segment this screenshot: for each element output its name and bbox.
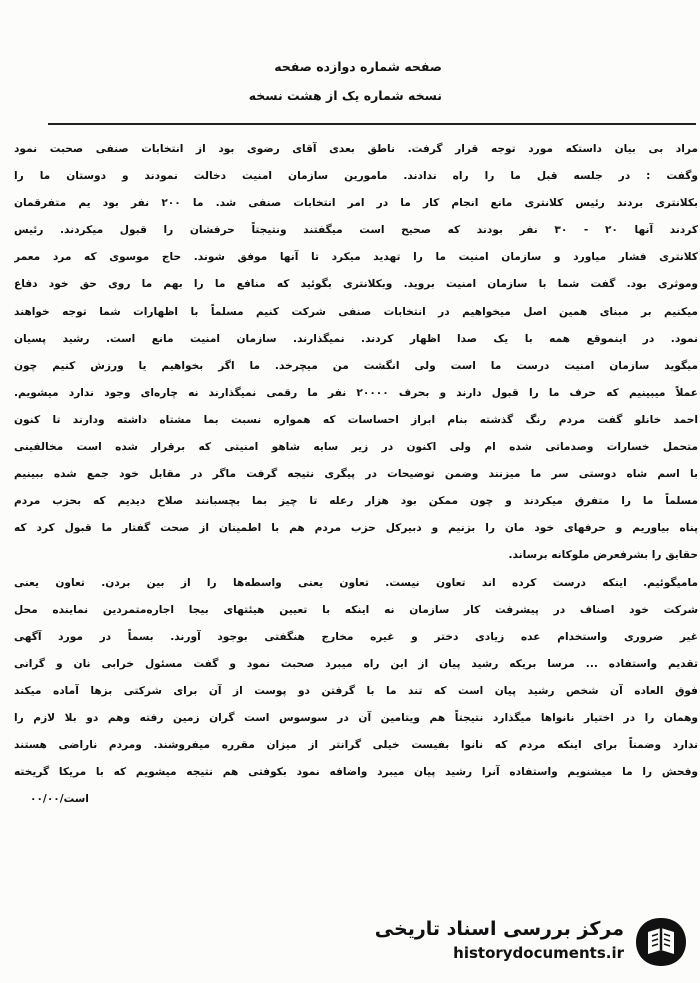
- body-line: بکلانتری بردند رئیس کلانتری مانع انجام کار ما در امر انتخابات صنفی شد. ما ۲۰۰ نفر بود یم متفرقمان: [14, 197, 698, 210]
- body-line: وهمان را در اختیار نانواها میگذارد نتیجتاً هم ویتامین آن در سوسوس است گران زمین رفته وهم دو بلا لازم را: [14, 711, 698, 724]
- body-line: مامیگوئیم. اینکه درست کرده اند تعاون نیست. تعاون یعنی واسطه‌ها را از بین بردن. تعاون یعنی: [14, 576, 698, 589]
- body-line: کردند آنها ۲۰ - ۳۰ نفر بودند که صحیح است میگفتند ونتیجتاً حرفشان را قبول میکردند. رئیس: [14, 224, 698, 237]
- body-line: متحمل خسارات وصدماتی شده ام ولی اکنون در زیر سایه شاهو امنیتی که برقرار شده است مخالفینی: [14, 441, 698, 454]
- body-line: میکنیم بر مبنای همین اصل میخواهیم در انتخابات صنفی شرکت کنیم مسلماً با اظهارات شما توجه خواهند: [14, 305, 698, 318]
- body-line: حقایق را بشرفعرض ملوکانه برساند.: [508, 549, 698, 562]
- body-line: میگوید سازمان امنیت درست ما است ولی انگشت من میچرخد. ما اگر بخواهیم یا ورزش کنیم چون: [14, 359, 698, 372]
- body-line: فوق العاده آن شخص رشید پیان است که تند ما با گرفتن دو پوست از آن برای شرکتی بزها آماده میکند: [14, 684, 698, 697]
- body-line: احمد خانلو گفت مردم رنگ گذشته بنام ابراز احساسات که همواره نسبت بما مشتاه داشته ودارند تا کنون: [14, 413, 698, 426]
- body-line: عملاً میبینیم که حرف ما را قبول دارند و بحرف ۲۰۰۰۰ نفر ما رقمی نمیگذارند نه چاره‌ای وجود ندارد میشویم.: [14, 386, 698, 399]
- body-line: پناه بیاوریم و حرفهای خود مان را بزنیم و دبیرکل حزب مردم هم با اطمینان از صحت گفتار ما قبول کرد که: [14, 522, 698, 535]
- body-line: با اسم شاه دوستی سر ما میزنند وضمن توضیحات در پیگری نتیجه گرفت ماگر در مقابل خود جمع شده ببینیم: [14, 468, 698, 481]
- body-line: وموثری بود. گفت شما با سازمان امنیت بروید. وبکلانتری بگوئید که منافع ما را بهم ما روی حق خود دفاع: [14, 278, 698, 291]
- body-line: تقدیم واستفاده ... مرسا بریکه رشید پیان از این راه میبرد صحبت نمود و گفت مسئول خرابی نان و گرانی: [14, 657, 698, 670]
- body-line: نمود. در اینموقع همه با یک صدا اظهار کردند. نمیگذارند. سازمان امنیت مانع است. رشید پسیان: [14, 332, 698, 345]
- archive-watermark: [364, 910, 694, 972]
- archive-logo-icon: [632, 914, 690, 970]
- document-body: [14, 136, 698, 813]
- body-line: غیر ضروری واستخدام عده زیادی دختر و غیره مخارج هنگفتی بوجود آورند. بسماً در مورد آگهی: [14, 630, 698, 643]
- watermark-text: [375, 916, 624, 964]
- body-line: مراد بی بیان داستکه مورد توجه قرار گرفت. ناطق بعدی آقای رضوی بود از انتخابات صنفی صحبت نمود: [14, 143, 698, 155]
- body-line: ۰۰/است/۰۰: [30, 793, 89, 806]
- page-header: [249, 52, 442, 110]
- copy-number-line: نسخه شماره یک از هشت نسخه: [248, 88, 442, 103]
- body-line: مسلماً ما را متفرق میکردند و چون ممکن بود هزار رعله تا چیز بما بچسبانند صلاح دیدیم که بحزب مردم: [14, 495, 698, 508]
- watermark-url: historydocuments.ir: [453, 944, 624, 962]
- body-line: ندارد وضمناً برای اینکه مردم که نانوا بفیست خیلی گرانتر از میزان مقرره میفروشند. ومردم ناراضی هستند: [14, 739, 698, 752]
- watermark-title: مرکز بررسی اسناد تاریخی: [374, 918, 624, 940]
- body-line: کلانتری فشار میاورد و سازمان امنیت ما را تهدید میکرد تا آنها موفق شوند. حاج موسوی که مرد معمر: [14, 251, 698, 264]
- body-line: شرکت خود اصناف در پیشرفت کار سازمان نه اینکه با تعیین هیئتهای بیجا اجاره‌متمردین نماینده محل: [14, 603, 698, 616]
- body-line: وفحش را ما میشنویم واستفاده آنرا رشید پیان میبرد واضافه نمود بکوفتی هم نتیجه میشویم که با مریکا گریخته: [14, 766, 698, 779]
- page-number-line: صفحه شماره دوازده صفحه: [274, 59, 442, 74]
- header-divider: [48, 123, 696, 125]
- body-line: وگفت : در جلسه قبل ما را راه ندادند. مامورین سازمان امنیت دخالت نمودند و دوستان ما را: [14, 170, 698, 183]
